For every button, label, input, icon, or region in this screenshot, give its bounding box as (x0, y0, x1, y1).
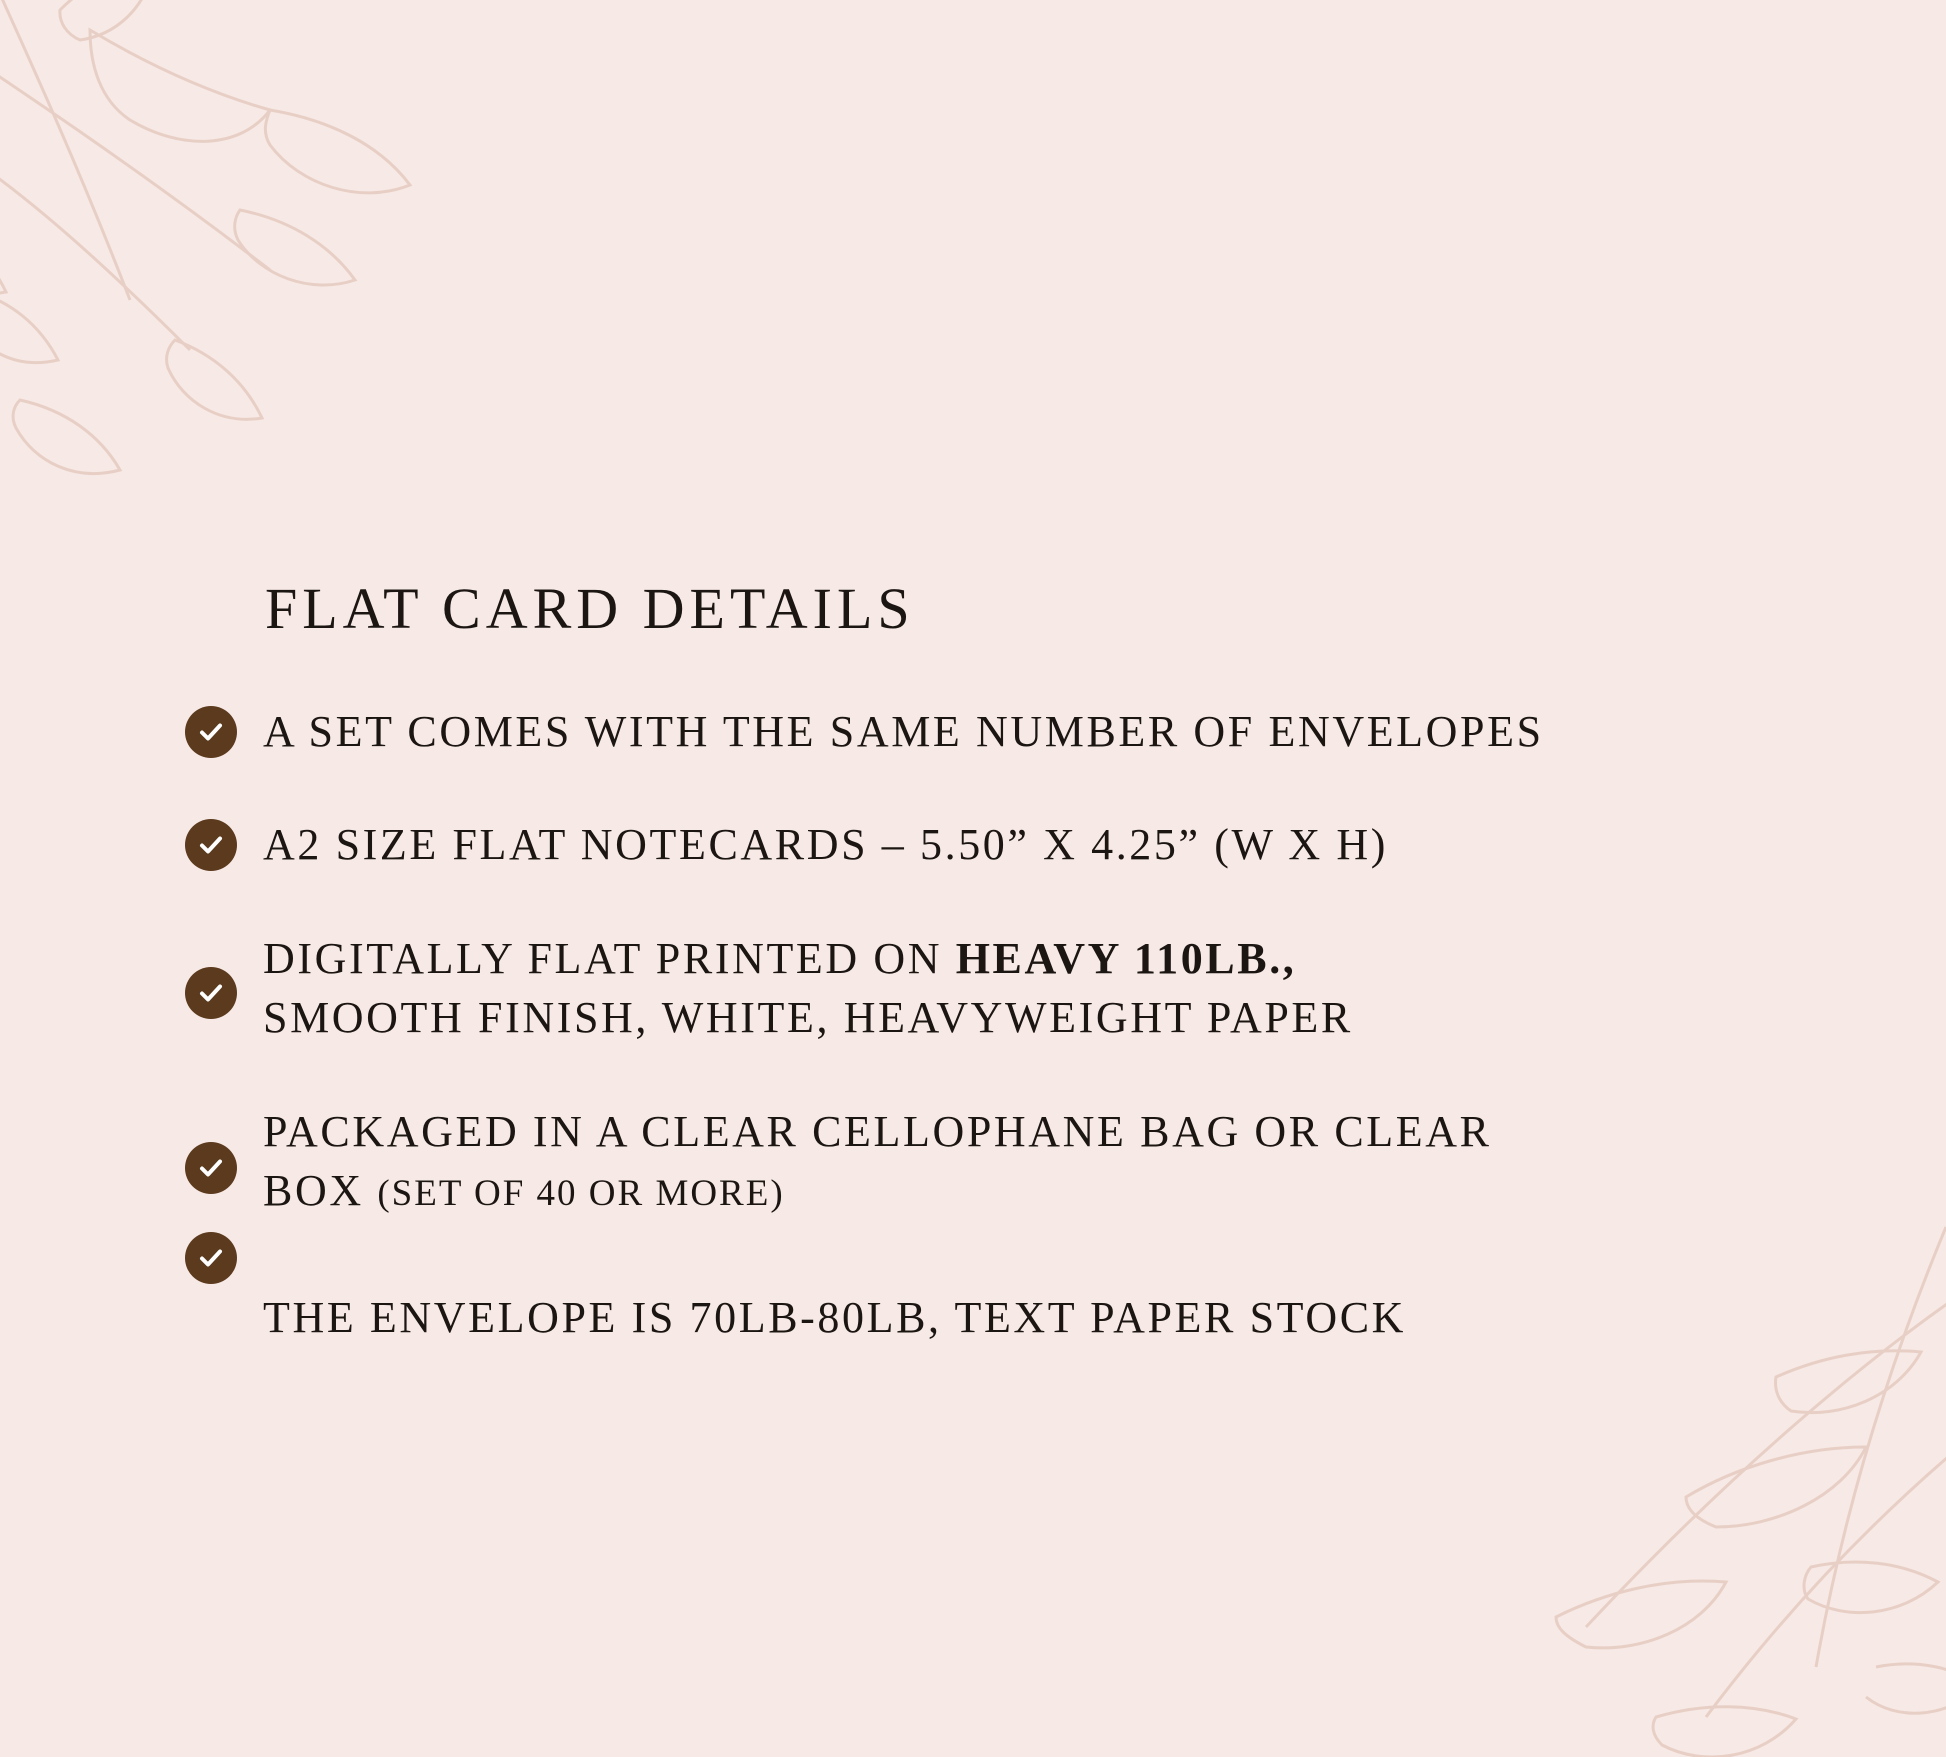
list-item (185, 1240, 1825, 1347)
printing-line1-prefix: DIGITALLY FLAT PRINTED ON (263, 933, 956, 983)
list-item (185, 927, 1825, 1048)
packaging-line2-main: BOX (263, 1165, 378, 1215)
list-item (185, 813, 1825, 874)
list-item (185, 700, 1825, 761)
printing-line2: SMOOTH FINISH, WHITE, HEAVYWEIGHT PAPER (263, 993, 1353, 1043)
check-circle-icon (185, 706, 237, 758)
packaging-line1: PACKAGED IN A CLEAR CELLOPHANE BAG OR CLEAR (263, 1106, 1492, 1156)
check-circle-icon (185, 967, 237, 1019)
page-title: FLAT CARD DETAILS (265, 576, 915, 641)
details-bullet-list (185, 700, 1825, 1348)
printing-line1-bold: HEAVY 110LB., (955, 933, 1297, 983)
check-circle-icon (185, 1142, 237, 1194)
list-item-label (263, 1100, 1492, 1221)
check-circle-icon (185, 819, 237, 871)
list-item (185, 1100, 1825, 1221)
botanical-branch-top-left-icon (0, 0, 560, 590)
details-content (185, 575, 1825, 1400)
check-circle-icon (185, 1232, 237, 1284)
list-item-label: A2 SIZE FLAT NOTECARDS – 5.50” X 4.25” (W X H) (263, 820, 1389, 870)
list-item-label: THE ENVELOPE IS 70LB-80LB, TEXT PAPER STOCK (263, 1293, 1407, 1343)
packaging-line2-note: (SET OF 40 OR MORE) (377, 1172, 785, 1214)
list-item-label: A SET COMES WITH THE SAME NUMBER OF ENVELOPES (263, 707, 1544, 756)
list-item-label (263, 927, 1353, 1048)
